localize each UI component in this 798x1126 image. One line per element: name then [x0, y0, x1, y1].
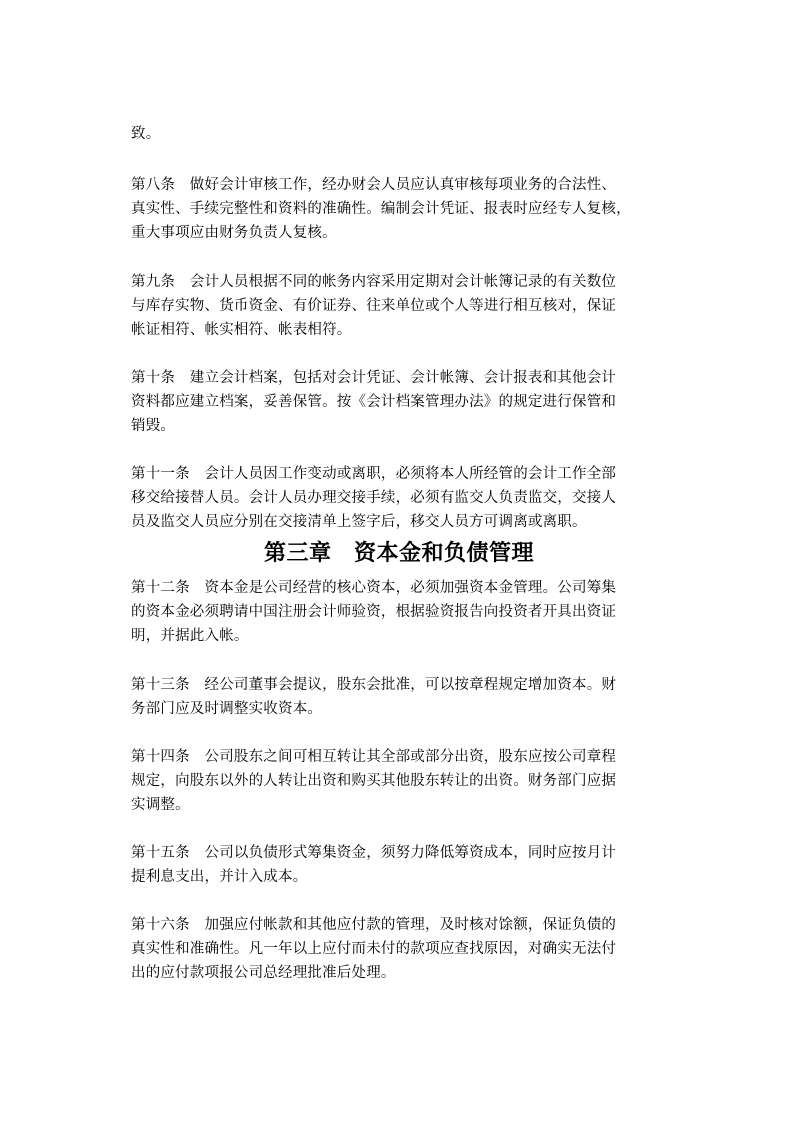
- chapter-heading: 第三章 资本金和负债管理: [263, 540, 534, 566]
- article-15-line-1: 第十五条 公司以负债形式筹集资金，须努力降低筹资成本，同时应按月计: [131, 845, 617, 861]
- article-12-line-3: 明，并据此入帐。: [131, 628, 249, 644]
- article-11-line-3: 员及监交人员应分别在交接清单上签字后，移交人员方可调离或离职。: [131, 514, 587, 530]
- article-11-line-1: 第十一条 会计人员因工作变动或离职，必须将本人所经管的会计工作全部: [131, 466, 617, 482]
- article-10-line-1: 第十条 建立会计档案，包括对会计凭证、会计帐簿、会计报表和其他会计: [131, 370, 617, 386]
- article-16-line-1: 第十六条 加强应付帐款和其他应付款的管理，及时核对馀额，保证负债的: [131, 917, 617, 933]
- article-14-line-3: 实调整。: [131, 797, 190, 813]
- article-12-line-2: 的资本金必须聘请中国注册会计师验资，根据验资报告向投资者开具出资证: [131, 604, 617, 620]
- article-16-line-2: 真实性和准确性。凡一年以上应付而未付的款项应查找原因，对确实无法付: [131, 941, 617, 957]
- article-13-line-2: 务部门应及时调整实收资本。: [131, 701, 323, 717]
- article-14-line-2: 规定，向股东以外的人转让出资和购买其他股东转让的出资。财务部门应据: [131, 773, 617, 789]
- article-8-line-1: 第八条 做好会计审核工作，经办财会人员应认真审核每项业务的合法性、: [131, 177, 617, 193]
- article-9-line-3: 帐证相符、帐实相符、帐表相符。: [131, 322, 352, 338]
- article-13-line-1: 第十三条 经公司董事会提议，股东会批准，可以按章程规定增加资本。财: [131, 677, 617, 693]
- article-16-line-3: 出的应付款项报公司总经理批准后处理。: [131, 965, 396, 981]
- article-10-line-3: 销毁。: [131, 418, 176, 434]
- article-15-line-2: 提利息支出，并计入成本。: [131, 869, 308, 885]
- text-line: 致。: [131, 126, 161, 142]
- article-12-line-1: 第十二条 资本金是公司经营的核心资本，必须加强资本金管理。公司筹集: [131, 580, 617, 596]
- article-9-line-1: 第九条 会计人员根据不同的帐务内容采用定期对会计帐簿记录的有关数位: [131, 274, 617, 290]
- article-14-line-1: 第十四条 公司股东之间可相互转让其全部或部分出资，股东应按公司章程: [131, 749, 617, 765]
- article-10-line-2: 资料都应建立档案，妥善保管。按《会计档案管理办法》的规定进行保管和: [131, 394, 617, 410]
- article-8-line-2: 真实性、手续完整性和资料的准确性。编制会计凭证、报表时应经专人复核，: [131, 201, 631, 217]
- article-9-line-2: 与库存实物、货币资金、有价证券、往来单位或个人等进行相互核对，保证: [131, 298, 617, 314]
- article-11-line-2: 移交给接替人员。会计人员办理交接手续，必须有监交人负责监交，交接人: [131, 490, 617, 506]
- article-8-line-3: 重大事项应由财务负责人复核。: [131, 225, 337, 241]
